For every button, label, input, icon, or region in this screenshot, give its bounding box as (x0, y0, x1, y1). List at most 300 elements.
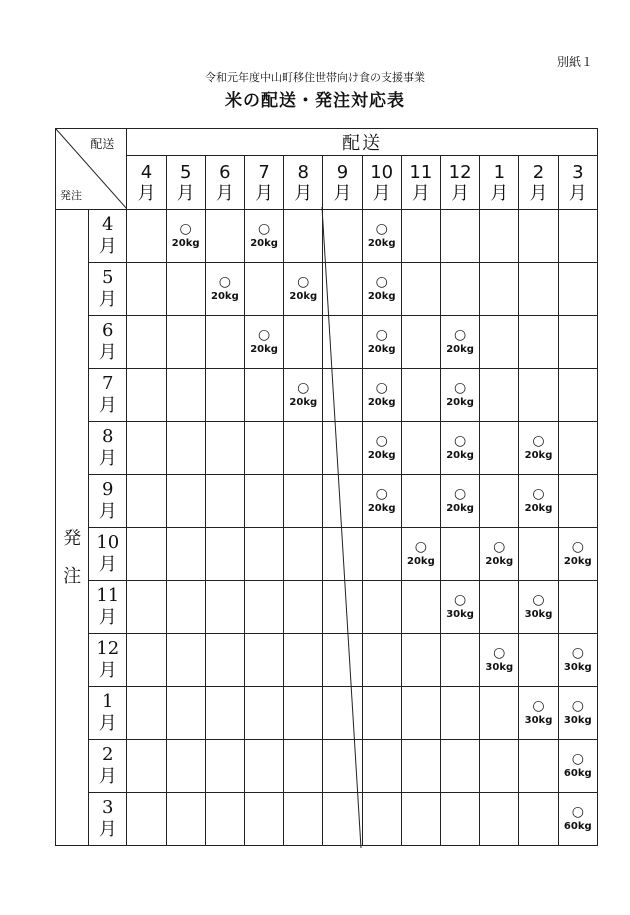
order-month-cell (89, 263, 127, 316)
schedule-cell (205, 263, 244, 316)
schedule-cell (440, 369, 479, 422)
delivery-month-suffix: 月 (568, 182, 587, 204)
delivery-month-suffix: 月 (215, 182, 234, 204)
schedule-cell (362, 316, 401, 369)
order-month-number: 2 (102, 744, 114, 765)
order-row (56, 475, 598, 528)
schedule-cell (480, 475, 519, 528)
schedule-cell (480, 422, 519, 475)
schedule-cell (166, 210, 205, 263)
order-row (56, 687, 598, 740)
delivery-month-number: 5 (179, 161, 192, 183)
delivery-quantity: 30kg (524, 715, 553, 726)
delivery-quantity: 20kg (211, 291, 239, 302)
header-row-months (56, 156, 598, 210)
delivery-quantity: 20kg (367, 238, 396, 249)
delivery-quantity: 20kg (367, 397, 396, 408)
order-month-suffix: 月 (98, 607, 117, 628)
schedule-cell (480, 687, 519, 740)
delivery-month-suffix: 月 (490, 182, 509, 204)
schedule-cell (401, 475, 440, 528)
delivery-month-header (284, 156, 323, 210)
schedule-cell (362, 528, 401, 581)
schedule-cell (362, 210, 401, 263)
circle-icon: ○ (218, 274, 231, 290)
delivery-quantity: 20kg (367, 291, 396, 302)
schedule-cell (558, 793, 597, 846)
schedule-cell (323, 475, 362, 528)
schedule-cell (519, 687, 558, 740)
schedule-cell (558, 316, 597, 369)
order-month-suffix: 月 (98, 501, 117, 522)
schedule-cell (166, 793, 205, 846)
delivery-mark (480, 539, 518, 569)
delivery-month-suffix: 月 (294, 182, 313, 204)
delivery-month-header (323, 156, 362, 210)
circle-icon: ○ (453, 327, 467, 343)
schedule-cell (440, 528, 479, 581)
header-row-top (56, 129, 598, 156)
schedule-cell (480, 369, 519, 422)
delivery-quantity: 30kg (563, 662, 592, 673)
schedule-cell (244, 740, 283, 793)
delivery-quantity: 30kg (524, 609, 553, 620)
schedule-cell (519, 369, 558, 422)
schedule-cell (362, 422, 401, 475)
delivery-mark (441, 380, 479, 410)
schedule-cell (480, 793, 519, 846)
delivery-month-suffix: 月 (255, 182, 274, 204)
schedule-cell (401, 793, 440, 846)
delivery-month-header (558, 156, 597, 210)
schedule-cell (284, 793, 323, 846)
delivery-month-suffix: 月 (372, 182, 391, 204)
schedule-cell (127, 210, 166, 263)
schedule-cell (362, 740, 401, 793)
schedule-cell (440, 263, 479, 316)
schedule-cell (166, 475, 205, 528)
schedule-cell (205, 793, 244, 846)
schedule-cell (205, 581, 244, 634)
schedule-cell (284, 210, 323, 263)
circle-icon: ○ (375, 274, 388, 290)
delivery-order-table-wrapper (55, 128, 598, 848)
delivery-quantity: 60kg (563, 768, 592, 779)
schedule-cell (519, 740, 558, 793)
schedule-cell (401, 687, 440, 740)
schedule-cell (558, 475, 597, 528)
circle-icon: ○ (571, 804, 584, 820)
schedule-cell (166, 740, 205, 793)
delivery-month-suffix: 月 (411, 182, 430, 204)
delivery-month-number: 4 (140, 161, 153, 183)
delivery-month-number: 12 (448, 161, 472, 183)
delivery-mark (441, 486, 479, 516)
delivery-mark (441, 592, 479, 622)
schedule-cell (558, 528, 597, 581)
schedule-cell (362, 581, 401, 634)
schedule-cell (284, 528, 323, 581)
delivery-month-number: 7 (258, 161, 270, 183)
order-month-number: 7 (102, 373, 114, 394)
delivery-mark (441, 433, 479, 463)
schedule-cell (558, 263, 597, 316)
schedule-cell (401, 369, 440, 422)
order-row (56, 422, 598, 475)
delivery-quantity: 20kg (524, 503, 553, 514)
delivery-month-number: 9 (336, 161, 349, 183)
circle-icon: ○ (375, 486, 388, 502)
delivery-mark (559, 804, 597, 834)
delivery-quantity: 20kg (250, 344, 278, 355)
delivery-month-suffix: 月 (333, 182, 352, 204)
order-row (56, 581, 598, 634)
delivery-quantity: 20kg (367, 503, 396, 514)
schedule-cell (323, 316, 362, 369)
order-row (56, 210, 598, 263)
delivery-quantity: 20kg (289, 291, 318, 302)
circle-icon: ○ (414, 539, 427, 555)
delivery-month-header (127, 156, 166, 210)
schedule-cell (558, 369, 597, 422)
delivery-mark (559, 751, 597, 781)
schedule-cell (558, 581, 597, 634)
schedule-cell (205, 687, 244, 740)
delivery-mark (559, 539, 597, 569)
schedule-cell (362, 793, 401, 846)
schedule-cell (440, 581, 479, 634)
order-month-suffix: 月 (98, 448, 117, 469)
corner-order-label: 発注 (60, 189, 82, 202)
schedule-cell (284, 581, 323, 634)
delivery-mark (363, 327, 401, 357)
delivery-quantity: 20kg (446, 450, 474, 461)
schedule-cell (519, 793, 558, 846)
schedule-cell (166, 369, 205, 422)
order-row (56, 316, 598, 369)
schedule-cell (401, 422, 440, 475)
schedule-cell (323, 263, 362, 316)
delivery-month-header (401, 156, 440, 210)
order-month-number: 3 (102, 797, 114, 818)
appendix-label: 別紙１ (556, 55, 593, 69)
schedule-cell (401, 263, 440, 316)
order-month-suffix: 月 (98, 289, 117, 310)
order-group-char: 発 (63, 527, 82, 549)
delivery-quantity: 20kg (563, 556, 592, 567)
circle-icon: ○ (297, 380, 310, 396)
circle-icon: ○ (453, 592, 467, 608)
schedule-cell (558, 634, 597, 687)
schedule-cell (480, 316, 519, 369)
schedule-cell (244, 475, 283, 528)
schedule-cell (323, 793, 362, 846)
schedule-cell (519, 316, 558, 369)
delivery-mark (363, 221, 401, 251)
circle-icon: ○ (453, 433, 467, 449)
schedule-cell (205, 475, 244, 528)
schedule-cell (244, 210, 283, 263)
order-month-cell (89, 793, 127, 846)
delivery-mark (284, 274, 322, 304)
order-month-suffix: 月 (98, 342, 117, 363)
delivery-quantity: 20kg (171, 238, 200, 249)
delivery-quantity: 20kg (446, 397, 474, 408)
circle-icon: ○ (375, 380, 388, 396)
schedule-cell (440, 740, 479, 793)
order-month-suffix: 月 (98, 554, 117, 575)
delivery-month-number: 11 (409, 161, 433, 183)
delivery-header: 配送 (127, 129, 598, 156)
delivery-month-number: 6 (219, 161, 231, 183)
circle-icon: ○ (571, 539, 584, 555)
delivery-month-suffix: 月 (137, 182, 156, 204)
order-month-number: 4 (102, 214, 114, 235)
delivery-mark (480, 645, 518, 675)
delivery-mark (363, 274, 401, 304)
delivery-quantity: 20kg (367, 450, 396, 461)
order-row (56, 528, 598, 581)
schedule-cell (362, 263, 401, 316)
order-month-cell (89, 369, 127, 422)
delivery-mark (559, 698, 597, 728)
schedule-cell (127, 528, 166, 581)
order-month-number: 10 (96, 532, 120, 553)
delivery-month-suffix: 月 (451, 182, 470, 204)
delivery-month-header (244, 156, 283, 210)
circle-icon: ○ (532, 433, 545, 449)
schedule-cell (558, 422, 597, 475)
corner-cell (56, 129, 127, 210)
schedule-cell (440, 687, 479, 740)
delivery-month-number: 3 (572, 161, 584, 183)
schedule-cell (440, 793, 479, 846)
schedule-cell (284, 740, 323, 793)
order-month-cell (89, 422, 127, 475)
schedule-cell (323, 634, 362, 687)
schedule-cell (519, 263, 558, 316)
schedule-cell (127, 581, 166, 634)
schedule-cell (480, 634, 519, 687)
order-month-cell (89, 210, 127, 263)
schedule-cell (362, 687, 401, 740)
schedule-cell (401, 316, 440, 369)
order-row (56, 740, 598, 793)
schedule-cell (244, 422, 283, 475)
schedule-cell (284, 263, 323, 316)
order-month-suffix: 月 (98, 819, 117, 840)
schedule-cell (284, 475, 323, 528)
circle-icon: ○ (493, 539, 506, 555)
circle-icon: ○ (297, 274, 310, 290)
schedule-cell (127, 263, 166, 316)
circle-icon: ○ (532, 698, 545, 714)
order-month-number: 9 (102, 479, 114, 500)
schedule-cell (166, 581, 205, 634)
schedule-cell (127, 793, 166, 846)
schedule-cell (284, 316, 323, 369)
order-month-suffix: 月 (98, 660, 117, 681)
circle-icon: ○ (453, 380, 467, 396)
schedule-cell (362, 475, 401, 528)
delivery-month-header (480, 156, 519, 210)
delivery-mark (402, 539, 440, 569)
schedule-cell (127, 634, 166, 687)
delivery-quantity: 20kg (250, 238, 278, 249)
schedule-cell (440, 316, 479, 369)
order-month-cell (89, 475, 127, 528)
schedule-cell (480, 210, 519, 263)
schedule-cell (480, 263, 519, 316)
schedule-cell (244, 687, 283, 740)
schedule-cell (323, 581, 362, 634)
schedule-cell (284, 687, 323, 740)
order-month-cell (89, 316, 127, 369)
delivery-month-suffix: 月 (176, 182, 195, 204)
order-month-cell (89, 740, 127, 793)
circle-icon: ○ (571, 698, 584, 714)
circle-icon: ○ (375, 327, 388, 343)
delivery-quantity: 20kg (485, 556, 514, 567)
schedule-cell (440, 634, 479, 687)
order-month-number: 1 (102, 691, 114, 712)
schedule-cell (323, 422, 362, 475)
delivery-month-header (205, 156, 244, 210)
delivery-quantity: 20kg (407, 556, 435, 567)
schedule-cell (440, 422, 479, 475)
circle-icon: ○ (453, 486, 467, 502)
delivery-order-table (55, 128, 598, 846)
schedule-cell (519, 581, 558, 634)
schedule-cell (480, 581, 519, 634)
schedule-cell (244, 369, 283, 422)
delivery-quantity: 60kg (563, 821, 592, 832)
document-title: 米の配送・発注対応表 (225, 91, 405, 111)
schedule-cell (480, 528, 519, 581)
schedule-cell (558, 740, 597, 793)
delivery-mark (206, 274, 244, 304)
delivery-month-header (440, 156, 479, 210)
order-row (56, 634, 598, 687)
delivery-month-number: 10 (370, 161, 394, 183)
schedule-cell (205, 528, 244, 581)
delivery-quantity: 20kg (446, 503, 474, 514)
order-month-cell (89, 528, 127, 581)
schedule-cell (558, 210, 597, 263)
schedule-cell (244, 316, 283, 369)
delivery-mark (519, 592, 557, 622)
delivery-mark (245, 221, 283, 251)
schedule-cell (127, 422, 166, 475)
order-month-number: 6 (102, 320, 114, 341)
schedule-cell (205, 422, 244, 475)
circle-icon: ○ (375, 433, 388, 449)
schedule-cell (362, 634, 401, 687)
delivery-quantity: 20kg (524, 450, 553, 461)
circle-icon: ○ (571, 751, 584, 767)
delivery-quantity: 20kg (289, 397, 318, 408)
schedule-cell (166, 528, 205, 581)
schedule-cell (440, 210, 479, 263)
delivery-month-number: 2 (532, 161, 545, 183)
schedule-cell (166, 316, 205, 369)
schedule-cell (401, 581, 440, 634)
circle-icon: ○ (493, 645, 506, 661)
order-row (56, 369, 598, 422)
order-month-cell (89, 687, 127, 740)
delivery-mark (363, 380, 401, 410)
delivery-quantity: 20kg (446, 344, 474, 355)
order-month-suffix: 月 (98, 236, 117, 257)
order-month-suffix: 月 (98, 395, 117, 416)
delivery-month-header (362, 156, 401, 210)
corner-delivery-label: 配送 (90, 137, 115, 151)
document-subtitle: 令和元年度中山町移住世帯向け食の支援事業 (205, 71, 425, 84)
schedule-cell (205, 634, 244, 687)
schedule-cell (519, 475, 558, 528)
order-month-cell (89, 581, 127, 634)
delivery-mark (559, 645, 597, 675)
delivery-month-number: 8 (297, 161, 309, 183)
schedule-cell (205, 740, 244, 793)
schedule-cell (440, 475, 479, 528)
schedule-cell (519, 210, 558, 263)
order-month-number: 8 (102, 426, 114, 447)
order-month-number: 12 (96, 638, 120, 659)
schedule-cell (244, 263, 283, 316)
order-row (56, 263, 598, 316)
schedule-cell (401, 528, 440, 581)
schedule-cell (401, 210, 440, 263)
schedule-cell (401, 740, 440, 793)
schedule-cell (284, 422, 323, 475)
schedule-cell (244, 581, 283, 634)
delivery-month-header (166, 156, 205, 210)
schedule-cell (244, 793, 283, 846)
schedule-cell (166, 422, 205, 475)
circle-icon: ○ (375, 221, 388, 237)
delivery-mark (167, 221, 205, 251)
delivery-month-header (519, 156, 558, 210)
schedule-cell (519, 634, 558, 687)
schedule-cell (323, 740, 362, 793)
schedule-cell (127, 369, 166, 422)
delivery-quantity: 30kg (446, 609, 474, 620)
circle-icon: ○ (571, 645, 584, 661)
order-month-number: 5 (102, 267, 114, 288)
schedule-cell (323, 369, 362, 422)
schedule-cell (284, 369, 323, 422)
schedule-cell (127, 316, 166, 369)
order-month-cell (89, 634, 127, 687)
delivery-quantity: 30kg (485, 662, 514, 673)
schedule-cell (244, 528, 283, 581)
schedule-cell (558, 687, 597, 740)
schedule-cell (166, 634, 205, 687)
schedule-cell (519, 528, 558, 581)
schedule-cell (127, 740, 166, 793)
order-row (56, 793, 598, 846)
schedule-cell (284, 634, 323, 687)
order-group-char: 注 (63, 565, 82, 587)
schedule-cell (323, 528, 362, 581)
schedule-cell (205, 210, 244, 263)
schedule-cell (205, 316, 244, 369)
schedule-cell (401, 634, 440, 687)
order-month-number: 11 (96, 585, 120, 606)
schedule-cell (323, 687, 362, 740)
schedule-cell (166, 687, 205, 740)
